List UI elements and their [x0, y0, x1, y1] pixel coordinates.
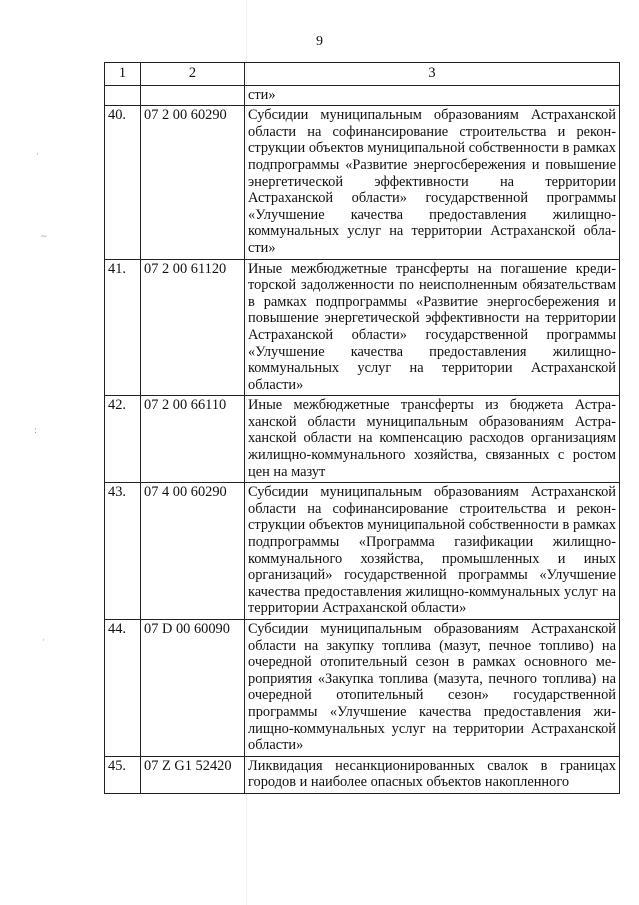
table-row [105, 483, 620, 620]
code-cell: 07 2 00 60290 [141, 106, 245, 259]
table-row [105, 106, 620, 259]
description-cell: Ликвидация несанкционированных свалок в границах городов и наиболее опасных объектов накопленного [245, 756, 620, 793]
row-number-cell: 41. [105, 259, 141, 396]
scan-speck: · [36, 150, 39, 160]
row-number-cell: 45. [105, 756, 141, 793]
table-row [105, 620, 620, 757]
row-number-cell: 40. [105, 106, 141, 259]
description-cell: Иные межбюджетные трансферты из бюджета Астраханской области муниципальным образованиям Астраханской области на компенсацию расходов организациям жилищно-коммунального хозяйства, связанных с ростом цен на мазут [245, 396, 620, 483]
column-header-3: 3 [245, 63, 620, 86]
table-row [105, 396, 620, 483]
scan-speck: · [42, 636, 45, 646]
description-cell: Субсидии муниципальным образованиям Астраханской области на софинансирование строительства и реконструкции объектов муниципальной собственности в рамках подпрограммы «Развитие энергосбережения и повышение энергетической эффективности на территории Астраханской области» государственной программы «Улучшение качества предоставления жилищно-коммунальных услуг на территории Астраханской области» [245, 106, 620, 259]
row-number-cell: 44. [105, 620, 141, 757]
table-header-row [105, 63, 620, 86]
code-cell [141, 85, 245, 106]
column-header-2: 2 [141, 63, 245, 86]
row-number-cell: 43. [105, 483, 141, 620]
table-row-continuation [105, 85, 620, 106]
code-cell: 07 Z G1 52420 [141, 756, 245, 793]
code-cell: 07 4 00 60290 [141, 483, 245, 620]
description-cell: Субсидии муниципальным образованиям Астраханской области на закупку топлива (мазут, печное топливо) на очередной отопительный сезон в рамках основного мероприятия «Закупка топлива (мазута, печного топлива) на очередной отопительный сезон» государственной программы «Улучшение качества предоставления жилищно-коммунальных услуг на территории Астраханской области» [245, 620, 620, 757]
column-header-1: 1 [105, 63, 141, 86]
page-number: 9 [316, 34, 323, 49]
code-cell: 07 2 00 66110 [141, 396, 245, 483]
code-cell: 07 2 00 61120 [141, 259, 245, 396]
row-number-cell [105, 85, 141, 106]
code-cell: 07 D 00 60090 [141, 620, 245, 757]
description-cell: Иные межбюджетные трансферты на погашение кредиторской задолженности по неисполненным обязательствам в рамках подпрограммы «Развитие энергосбережения и повышение энергетической эффективности на территории Астраханской области» государственной программы «Улучшение качества предоставления жилищно-коммунальных услуг на территории Астраханской области» [245, 259, 620, 396]
scan-speck: : [34, 426, 38, 436]
description-cell: Субсидии муниципальным образованиям Астраханской области на софинансирование строительства и реконструкции объектов муниципальной собственности в рамках подпрограммы «Программа газификации жилищно-коммунального хозяйства, промышленных и иных организаций» государственной программы «Улучшение качества предоставления жилищно-коммунальных услуг на территории Астраханской области» [245, 483, 620, 620]
budget-classification-table [104, 62, 620, 794]
table-row [105, 259, 620, 396]
scan-speck: ~ [40, 232, 48, 242]
table-row [105, 756, 620, 793]
description-cell: сти» [245, 85, 620, 106]
row-number-cell: 42. [105, 396, 141, 483]
